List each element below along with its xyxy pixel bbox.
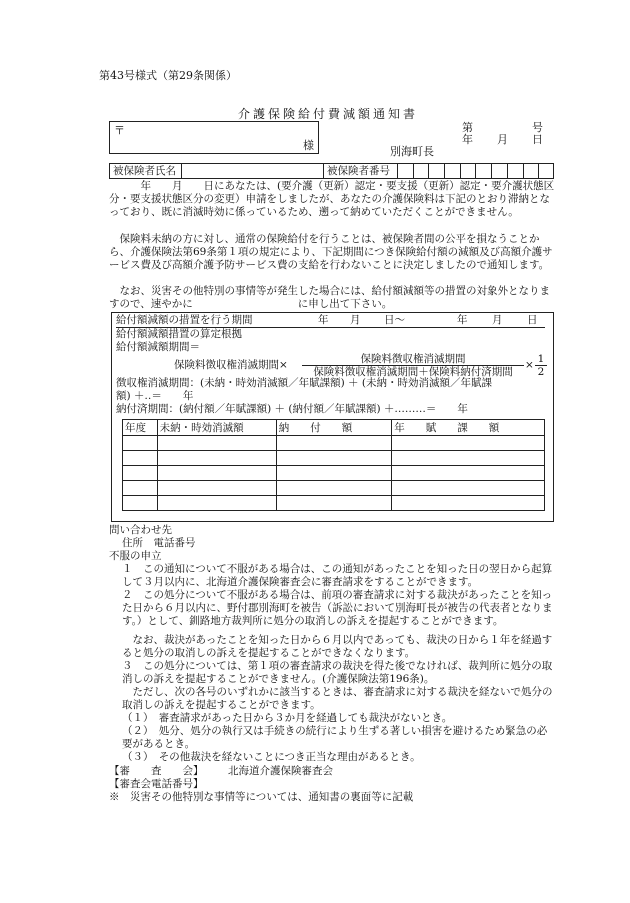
table-row <box>123 496 545 511</box>
contact-address-phone: 住所 電話番号 <box>122 537 196 549</box>
objection-item-3-note: ただし、次の各号のいずれかに該当するときは、審査請求に対する裁決を経ないで処分の取消しの訴えを提起することができます。 <box>122 686 553 712</box>
insured-name-label: 被保険者氏名 <box>113 165 176 177</box>
table-header-annual: 年 賦 課 額 <box>392 420 545 436</box>
period-start-day: 日～ <box>384 314 405 326</box>
formula-numerator: 保険料徴収権消滅期間 <box>360 353 466 365</box>
table-header-year: 年度 <box>123 420 158 436</box>
arrears-table <box>122 419 545 511</box>
objection-title: 不服の申立 <box>109 550 162 562</box>
contact-label: 問い合わせ先 <box>109 524 172 536</box>
date-month: 月 <box>497 133 508 146</box>
insured-number-label: 被保険者番号 <box>327 165 390 177</box>
period-label: 給付額減額の措置を行う期間 <box>116 314 253 326</box>
address-box <box>109 121 319 154</box>
table-header-paid: 納 付 額 <box>276 420 391 436</box>
number-prefix: 第 <box>462 121 473 134</box>
formula-times: × <box>525 359 534 371</box>
objection-sub-3: （３） その他裁決を経ないことにつき正当な理由があるとき。 <box>122 751 421 763</box>
objection-sub-2: （２） 処分、処分の執行又は手続きの続行により生ずる著しい損害を避けるため緊急の必要があるとき。 <box>122 725 548 751</box>
table-header-row <box>123 420 545 436</box>
table-row <box>123 466 545 481</box>
paid-period-line: 納付済期間：(納付額／年賦課額) ＋ (納付額／年賦課額) ＋………＝ 年 <box>116 403 468 415</box>
table-row <box>123 451 545 466</box>
basis-label: 給付額減額措置の算定根拠 <box>116 328 242 340</box>
addressee-honorific: 様 <box>303 139 314 152</box>
formula-denominator: 保険料徴収権消滅期間＋保険料納付済期間 <box>313 366 513 378</box>
extinct-line-2: 額) ＋‥＝ 年 <box>116 390 194 402</box>
table-header-unpaid: 未納・時効消滅額 <box>157 420 276 436</box>
form-number: 第43号様式（第29条関係） <box>99 69 237 82</box>
board-name: 北海道介護保険審査会 <box>228 765 333 777</box>
board-label: 【審 査 会】 <box>109 765 204 777</box>
reduction-period-label: 給付額減額期間＝ <box>116 341 200 353</box>
objection-item-1: １ この通知について不服がある場合は、この通知があったことを知った日の翌日から起算して３月以内に、北海道介護保険審査会に審査請求をすることができます。 <box>122 563 553 589</box>
formula-half-numerator: 1 <box>537 353 545 365</box>
period-end-year: 年 <box>457 314 468 326</box>
body-paragraph-3: なお、災害その他特別の事情等が発生した場合には、給付額減額等の措置の対象外となりますので、速やかに に申し出て下さい。 <box>109 285 550 311</box>
table-row <box>123 481 545 496</box>
board-phone-label: 【審査会電話番号】 <box>109 778 204 790</box>
body-paragraph-2: 保険料未納の方に対し、通常の保険給付を行うことは、被保険者間の公平を損なうことから、介護保険法第69条第１項の規定により、下記期間につき保険給付額の減額及び高額介護サービス費及び高額介護予防サービス費の支給を行わないことに決定しましたので通知します。 <box>109 233 553 272</box>
formula-left: 保険料徴収権消滅期間× <box>174 359 288 371</box>
formula-half-denominator: 2 <box>537 366 545 378</box>
objection-sub-1: （１） 審査請求があった日から３か月を経過しても裁決がないとき。 <box>122 712 453 724</box>
objection-item-3: ３ この処分については、第１項の審査請求の裁決を得た後でなければ、裁判所に処分の取消しの訴えを提起することができません。(介護保険法第196条)。 <box>122 660 553 686</box>
body-paragraph-1: 年 月 日にあなたは、(要介護（更新）認定・要支援（更新）認定・要介護状態区分・要支援状態区分の変更）申請をしましたが、あなたの介護保険料は下記のとおり滞納となっており、既に消滅時効に係っているため、遡って納めていただくことができません。 <box>109 180 555 219</box>
date-year: 年 <box>462 133 473 146</box>
objection-item-2-note: なお、裁決があったことを知った日から６月以内であっても、裁決の日から１年を経過すると処分の取消しの訴えを提起することができなくなります。 <box>122 634 553 660</box>
date-day: 日 <box>532 133 543 146</box>
period-start-month: 月 <box>350 314 361 326</box>
insured-number-cells <box>397 163 539 179</box>
postal-mark: 〒 <box>114 124 125 137</box>
extinct-line-1: 徴収権消滅期間：(未納・時効消滅額／年賦課額) ＋ (未納・時効消滅額／年賦課 <box>116 377 492 389</box>
document-title: 介護保険給付費減額通知書 <box>238 107 419 121</box>
objection-item-2: ２ この処分について不服がある場合は、前項の審査請求に対する裁決があったことを知った日から６月以内に、野付郡別海町を被告（訴訟において別海町長が被告の代表者となります。）として、釧路地方裁判所に処分の取消しの訴えを提起することができます。 <box>122 589 553 628</box>
period-end-month: 月 <box>492 314 503 326</box>
number-suffix: 号 <box>532 121 543 134</box>
issuer: 別海町長 <box>390 145 434 158</box>
period-start-year: 年 <box>318 314 329 326</box>
table-row <box>123 436 545 451</box>
footer-note: ※ 災害その他特別な事情等については、通知書の裏面等に記載 <box>109 791 414 803</box>
period-end-day: 日 <box>527 314 538 326</box>
